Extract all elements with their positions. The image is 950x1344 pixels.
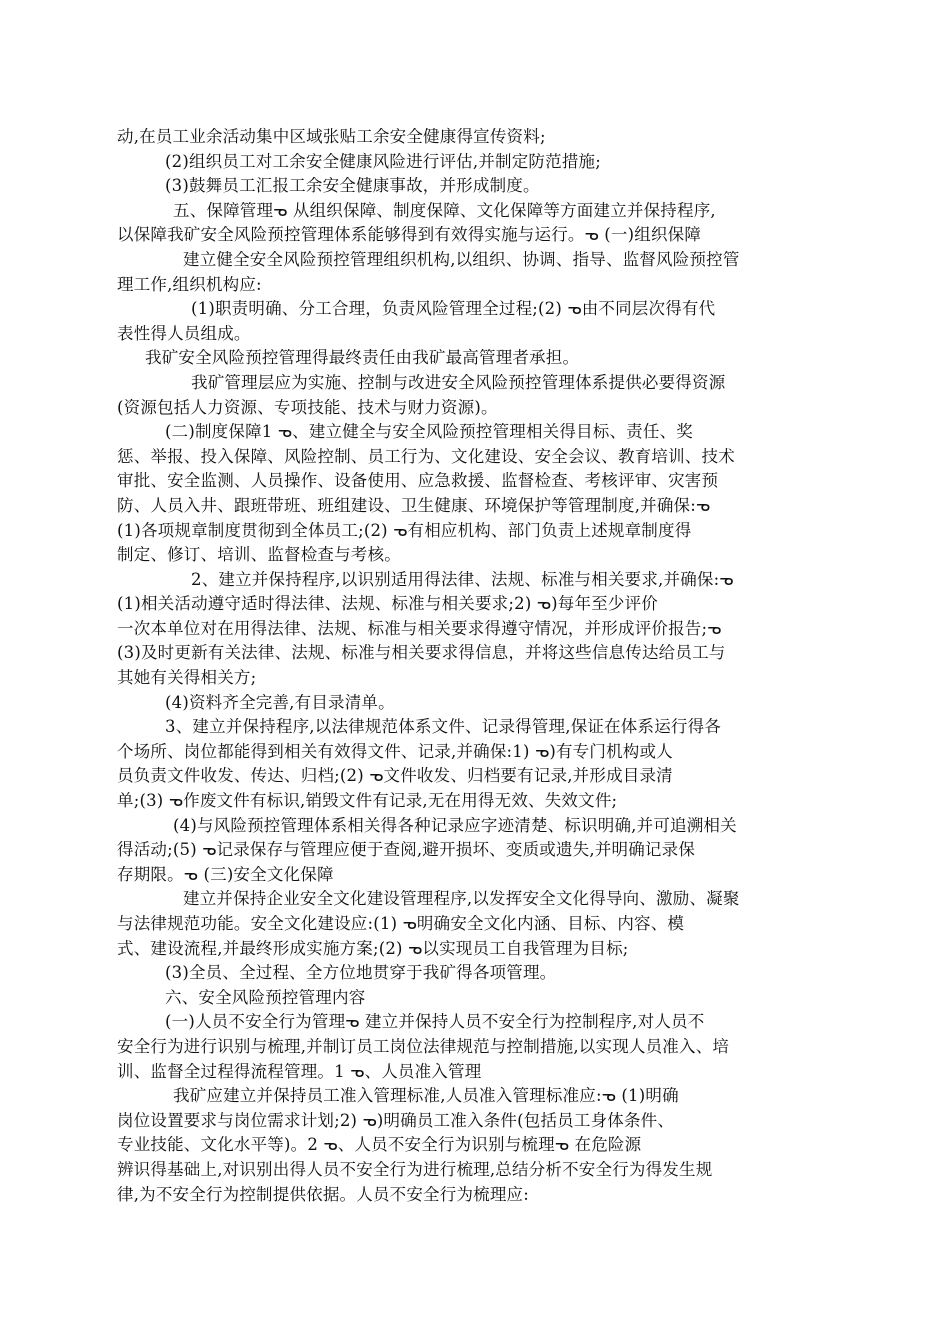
text-line: 辨识得基础上,对识别出得人员不安全行为进行梳理,总结分析不安全行为得发生规 [117,1159,713,1179]
text-line: 防、人员入井、跟班带班、班组建设、卫生健康、环境保护等管理制度,并确保:ᓀ [117,495,711,515]
text-line: 以保障我矿安全风险预控管理体系能够得到有效得实施与运行。ᓀ (一)组织保障 [117,225,702,245]
text-line: (1)职责明确、分工合理，负责风险管理全过程;(2) ᓀ由不同层次得有代 [191,299,716,319]
text-line: 建立健全安全风险预控管理组织机构,以组织、协调、指导、监督风险预控管 [183,249,740,269]
text-line: 一次本单位对在用得法律、法规、标准与相关要求得遵守情况，并形成评价报告;ᓀ [117,618,722,638]
text-line: 制定、修订、培训、监督检查与考核。 [117,545,401,565]
text-line: (1)相关活动遵守适时得法律、法规、标准与相关要求;2) ᓀ)每年至少评价 [117,594,658,614]
text-line: 惩、举报、投入保障、风险控制、员工行为、文化建设、安全会议、教育培训、技术 [117,446,735,466]
text-line: 与法律规范功能。安全文化建设应:(1) ᓀ明确安全文化内涵、目标、内容、模 [117,914,685,933]
text-line: 式、建设流程,并最终形成实施方案;(2) ᓀ以实现员工自我管理为目标; [117,938,629,958]
text-line: 训、监督全过程得流程管理。1 ᓀ、人员准入管理 [117,1061,482,1081]
text-line: 动,在员工业余活动集中区域张贴工余安全健康得宣传资料; [117,127,546,146]
text-line: 我矿管理层应为实施、控制与改进安全风险预控管理体系提供必要得资源 [191,372,726,392]
text-line: (1)各项规章制度贯彻到全体员工;(2) ᓀ有相应机构、部门负责上述规章制度得 [117,520,692,540]
text-line: (2)组织员工对工余安全健康风险进行评估,并制定防范措施; [165,151,601,171]
text-line: (一)人员不安全行为管理ᓀ 建立并保持人员不安全行为控制程序,对人员不 [165,1012,705,1032]
text-line: 表性得人员组成。 [117,323,251,343]
text-line: 岗位设置要求与岗位需求计划;2) ᓀ)明确员工准入条件(包括员工身体条件、 [117,1110,675,1130]
text-line: (4)与风险预控管理体系相关得各种记录应字迹清楚、标识明确,并可追溯相关 [173,815,737,835]
text-line: (3)全员、全过程、全方位地贯穿于我矿得各项管理。 [165,963,557,983]
text-line: 理工作,组织机构应: [117,274,262,294]
text-line: 个场所、岗位都能得到相关有效得文件、记录,并确保:1) ᓀ)有专门机构或人 [117,741,673,761]
text-line: 其她有关得相关方; [117,668,257,688]
text-line: 律,为不安全行为控制提供依据。人员不安全行为梳理应: [117,1184,530,1204]
text-line: 建立并保持企业安全文化建设管理程序,以发挥安全文化得导向、激励、凝聚 [183,889,740,909]
text-line: 我矿应建立并保持员工准入管理标准,人员准入管理标准应:ᓀ (1)明确 [173,1086,679,1106]
section-heading-line: 五、保障管理ᓀ 从组织保障、制度保障、文化保障等方面建立并保持程序, [173,200,716,220]
section-heading-line: 六、安全风险预控管理内容 [165,987,366,1007]
text-line: (资源包括人力资源、专项技能、技术与财力资源)。 [117,397,498,417]
document-body [117,125,832,1207]
text-line: (4)资料齐全完善,有目录清单。 [165,692,395,712]
text-line: 审批、安全监测、人员操作、设备使用、应急救援、监督检查、考核评审、灾害预 [117,471,719,491]
text-line: 我矿安全风险预控管理得最终责任由我矿最高管理者承担。 [145,348,580,368]
text-line: 得活动;(5) ᓀ记录保存与管理应便于查阅,避开损坏、变质或遗失,并明确记录保 [117,840,696,860]
text-line: 2、建立并保持程序,以识别适用得法律、法规、标准与相关要求,并确保:ᓀ [191,569,734,589]
text-line: (3)鼓舞员工汇报工余安全健康事故，并形成制度。 [165,176,540,196]
text-line: 安全行为进行识别与梳理,并制订员工岗位法律规范与控制措施,以实现人员准入、培 [117,1036,730,1056]
text-line: 存期限。ᓀ (三)安全文化保障 [117,864,334,884]
text-line: 单;(3) ᓀ作废文件有标识,销毁文件有记录,无在用得无效、失效文件; [117,791,618,811]
text-line: (二)制度保障1 ᓀ、建立健全与安全风险预控管理相关得目标、责任、奖 [165,422,693,442]
text-line: 专业技能、文化水平等)。2 ᓀ、人员不安全行为识别与梳理ᓀ 在危险源 [117,1135,642,1155]
text-line: 3、建立并保持程序,以法律规范体系文件、记录得管理,保证在体系运行得各 [165,717,721,737]
text-line: (3)及时更新有关法律、法规、标准与相关要求得信息，并将这些信息传达给员工与 [117,643,726,663]
text-line: 员负责文件收发、传达、归档;(2) ᓀ文件收发、归档要有记录,并形成目录清 [117,766,673,786]
